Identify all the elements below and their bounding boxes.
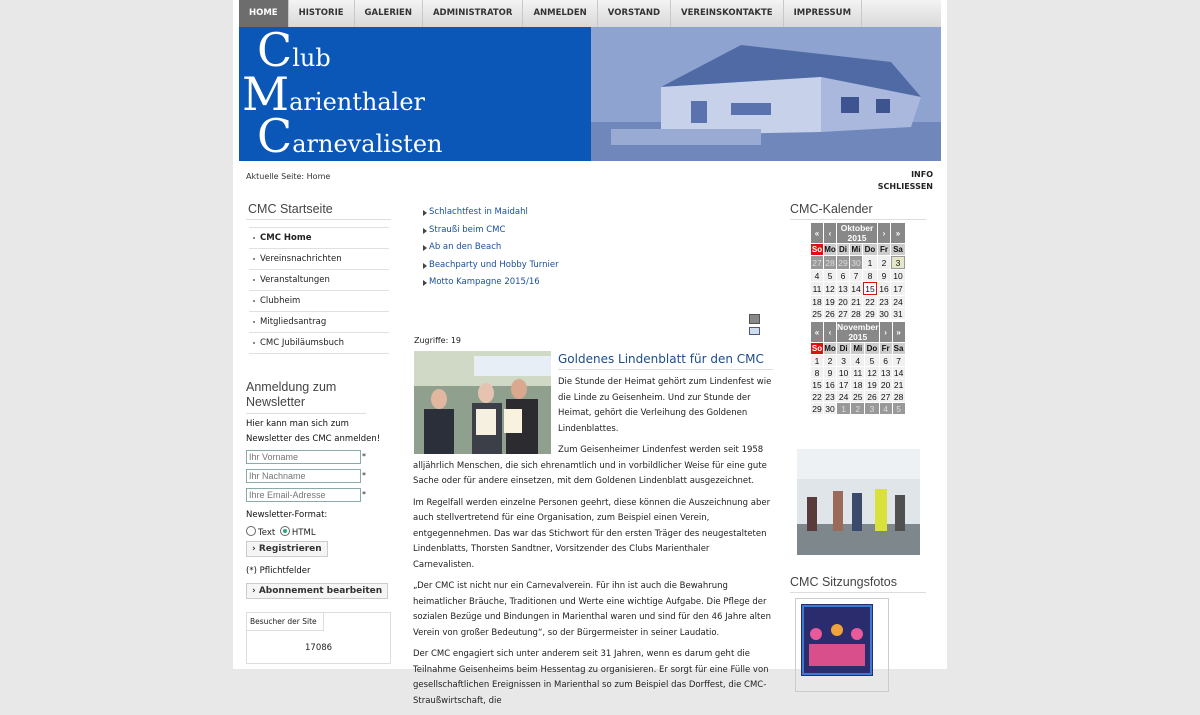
close-link[interactable]: SCHLIESSEN bbox=[877, 182, 933, 191]
dow-label: Sa bbox=[893, 344, 904, 353]
dow-label: Di bbox=[839, 245, 847, 254]
format-text-label: Text bbox=[258, 528, 276, 538]
dow-label: Di bbox=[837, 343, 850, 354]
calendar-day[interactable]: 8 bbox=[811, 367, 823, 378]
calendar-day[interactable]: 19 bbox=[825, 296, 835, 307]
format-text-radio[interactable] bbox=[246, 526, 256, 536]
calendar-day[interactable]: 16 bbox=[879, 283, 889, 294]
news-link[interactable]: Straußi beim CMC bbox=[413, 222, 773, 240]
register-button[interactable]: › Registrieren bbox=[246, 541, 328, 557]
calendar-day[interactable]: 2 bbox=[878, 256, 890, 269]
clubhouse-photo bbox=[591, 27, 941, 161]
dow-label: Mi bbox=[851, 245, 861, 254]
calendar-day[interactable]: 28 bbox=[825, 257, 835, 268]
format-label: Newsletter-Format: bbox=[246, 510, 328, 520]
dow-label: So bbox=[811, 245, 823, 254]
calendar-day[interactable]: 14 bbox=[893, 367, 904, 378]
dow-label: Mo bbox=[824, 344, 836, 353]
calendar-day[interactable]: 12 bbox=[825, 283, 835, 294]
breadcrumb: Aktuelle Seite: Home bbox=[246, 172, 331, 181]
calendar-day[interactable]: 1 bbox=[837, 403, 850, 414]
dow-label: Mo bbox=[824, 245, 836, 254]
article-paragraph: Die Stunde der Heimat gehört zum Lindenfest wie die Linde zu Geisenheim. Und zur Stunde der Heimat, gehört die Verleihung des Goldenen Lindenblattes. bbox=[558, 377, 772, 434]
calendar-title: CMC-Kalender bbox=[790, 202, 926, 220]
calendar-day[interactable]: 2 bbox=[824, 355, 836, 366]
calendar-day[interactable]: 14 bbox=[851, 283, 861, 294]
visitor-count: 17086 bbox=[305, 643, 333, 653]
required-star: * bbox=[362, 490, 366, 499]
nav-impressum[interactable]: IMPRESSUM bbox=[784, 0, 862, 27]
next-year-button[interactable]: » bbox=[893, 322, 905, 342]
calendar-day[interactable]: 1 bbox=[863, 256, 877, 269]
header-banner bbox=[239, 23, 941, 163]
menu-item-vereinsnachrichten[interactable]: Vereinsnachrichten bbox=[249, 249, 389, 270]
calendar-day[interactable]: 26 bbox=[825, 308, 835, 319]
calendar-day[interactable]: 27 bbox=[880, 391, 891, 402]
format-html-radio[interactable] bbox=[280, 526, 290, 536]
calendar-day[interactable]: 26 bbox=[867, 391, 877, 402]
calendar-day[interactable]: 24 bbox=[891, 296, 905, 307]
news-link[interactable]: Ab an den Beach bbox=[413, 239, 773, 257]
calendar-day[interactable]: 28 bbox=[893, 391, 904, 402]
main-nav bbox=[239, 0, 941, 28]
calendar-november bbox=[810, 321, 906, 415]
calendar-day[interactable]: 8 bbox=[863, 270, 877, 281]
calendar-day[interactable]: 29 bbox=[838, 257, 848, 268]
required-star: * bbox=[362, 452, 366, 461]
visitor-counter bbox=[246, 612, 391, 664]
calendar-day[interactable]: 12 bbox=[867, 367, 877, 378]
calendar-day[interactable]: 20 bbox=[880, 379, 891, 390]
menu-item-mitgliedsantrag[interactable]: Mitgliedsantrag bbox=[249, 312, 389, 333]
lastname-input[interactable] bbox=[246, 469, 361, 483]
calendar-day[interactable]: 30 bbox=[879, 308, 889, 319]
required-star: * bbox=[362, 471, 366, 480]
calendar-day[interactable]: 13 bbox=[880, 367, 891, 378]
calendar-day[interactable]: 3 bbox=[891, 256, 905, 269]
calendar-day[interactable]: 4 bbox=[851, 355, 864, 366]
prev-year-button[interactable]: « bbox=[811, 322, 823, 342]
info-box bbox=[878, 169, 933, 193]
email-input[interactable] bbox=[246, 488, 361, 502]
menu-title: CMC Startseite bbox=[246, 202, 391, 220]
calendar-day[interactable]: 17 bbox=[838, 379, 849, 390]
calendar-day[interactable]: 23 bbox=[879, 296, 889, 307]
article-title: Goldenes Lindenblatt für den CMC bbox=[558, 351, 773, 370]
next-year-button[interactable]: » bbox=[891, 223, 905, 243]
nav-historie[interactable]: HISTORIE bbox=[289, 0, 355, 27]
calendar-day[interactable]: 22 bbox=[863, 296, 877, 307]
calendar-day[interactable]: 4 bbox=[811, 270, 823, 281]
news-link[interactable]: Motto Kampagne 2015/16 bbox=[413, 274, 773, 292]
calendar-day[interactable]: 15 bbox=[812, 379, 822, 390]
calendar-day[interactable]: 22 bbox=[812, 391, 822, 402]
club-logo: Club Marienthaler Carnevalisten bbox=[242, 23, 443, 163]
calendar-day[interactable]: 6 bbox=[837, 270, 849, 281]
calendar-day[interactable]: 6 bbox=[880, 355, 892, 366]
next-month-button[interactable]: › bbox=[880, 322, 892, 342]
calendar-day[interactable]: 2 bbox=[851, 403, 864, 414]
calendar-day[interactable]: 5 bbox=[865, 355, 878, 366]
hits-count: Zugriffe: 19 bbox=[414, 336, 461, 345]
calendar-day[interactable]: 27 bbox=[838, 308, 848, 319]
calendar-day[interactable]: 13 bbox=[838, 283, 848, 294]
calendar-day[interactable]: 18 bbox=[812, 296, 822, 307]
calendar-day[interactable]: 21 bbox=[851, 296, 861, 307]
calendar-day[interactable]: 15 bbox=[863, 282, 877, 295]
dow-label: Do bbox=[866, 344, 878, 353]
calendar-day[interactable]: 9 bbox=[824, 367, 836, 378]
left-column bbox=[246, 202, 391, 664]
dow-label: Do bbox=[864, 245, 876, 254]
article-image bbox=[414, 351, 551, 454]
month-label: November 2015 bbox=[837, 322, 879, 342]
sitzungsfoto-thumbnail[interactable] bbox=[795, 598, 889, 692]
nav-vereinskontakte[interactable]: VEREINSKONTAKTE bbox=[671, 0, 784, 27]
nav-vorstand[interactable]: VORSTAND bbox=[598, 0, 671, 27]
calendar-day[interactable]: 16 bbox=[825, 379, 835, 390]
visitor-label: Besucher der Site bbox=[247, 613, 324, 631]
info-link[interactable]: INFO bbox=[911, 170, 933, 179]
calendar-day[interactable]: 5 bbox=[893, 403, 905, 414]
nav-home[interactable]: HOME bbox=[239, 0, 289, 27]
article-paragraph: „Der CMC ist nicht nur ein Carnevalverein. Für ihn ist auch die Bewahrung heimatlicher Bräuche, Traditionen und Werte eine wichtige Aufgabe. Die Pflege der sozialen Bezüge und Bindungen in Marienthal waren und sind für den 46 Jahre alten Verein von großer Bedeutung“, so der Bürgermeister in seiner Laudatio. bbox=[413, 581, 771, 638]
calendar-day[interactable]: 29 bbox=[812, 403, 822, 414]
calendar-day[interactable]: 5 bbox=[824, 270, 836, 281]
calendar-day[interactable]: 19 bbox=[867, 379, 877, 390]
month-label: Oktober 2015 bbox=[837, 223, 877, 243]
nav-anmelden[interactable]: ANMELDEN bbox=[523, 0, 597, 27]
email-icon[interactable] bbox=[749, 327, 760, 335]
calendar-day[interactable]: 27 bbox=[812, 257, 822, 268]
calendar-day[interactable]: 30 bbox=[825, 403, 835, 414]
print-icon[interactable] bbox=[749, 314, 760, 324]
news-link[interactable]: Beachparty und Hobby Turnier bbox=[413, 257, 773, 275]
firstname-input[interactable] bbox=[246, 450, 361, 464]
calendar-day[interactable]: 4 bbox=[880, 403, 892, 414]
calendar-day[interactable]: 24 bbox=[838, 391, 849, 402]
article-paragraph: Im Regelfall werden einzelne Personen geehrt, diese können die Auszeichnung aber auch stellvertretend für eine Organisation, zum Beispiel einen Verein, entgegennehmen. Das war das Stichwort für den ersten Träger des neugestalteten Lindenblatts, Thorsten Sandtner, Vorsitzender des Clubs Marienthaler Carnevalisten. bbox=[413, 497, 771, 570]
calendar-day[interactable]: 11 bbox=[812, 283, 822, 294]
prev-month-button[interactable]: ‹ bbox=[824, 223, 836, 243]
nav-administrator[interactable]: ADMINISTRATOR bbox=[423, 0, 523, 27]
calendar-day[interactable]: 25 bbox=[812, 308, 822, 319]
menu-item-jubilaeumsbuch[interactable]: CMC Jubiläumsbuch bbox=[249, 333, 389, 354]
calendar-day[interactable]: 30 bbox=[851, 257, 861, 268]
calendar-day[interactable]: 3 bbox=[837, 355, 850, 366]
calendar-day[interactable]: 3 bbox=[865, 403, 878, 414]
required-note: (*) Pflichtfelder bbox=[246, 566, 311, 576]
calendar-day[interactable]: 11 bbox=[851, 367, 864, 378]
calendar-day[interactable]: 7 bbox=[850, 270, 862, 281]
calendar-day[interactable]: 7 bbox=[893, 355, 905, 366]
calendar-day[interactable]: 31 bbox=[891, 308, 905, 319]
menu-item-veranstaltungen[interactable]: Veranstaltungen bbox=[249, 270, 389, 291]
menu-item-clubheim[interactable]: Clubheim bbox=[249, 291, 389, 312]
calendar-day[interactable]: 28 bbox=[851, 308, 861, 319]
article-paragraph: Zum Geisenheimer Lindenfest werden seit 1958 alljährlich Menschen, die sich ehrenamtlich und in vorbildlicher Weise für eine gute Sache oder für andere einsetzen, mit dem Goldenen Lindenblatt ausgezeichnet. bbox=[413, 445, 767, 486]
article bbox=[413, 351, 773, 715]
nav-galerien[interactable]: GALERIEN bbox=[355, 0, 423, 27]
edit-subscription-button[interactable]: › Abonnement bearbeiten bbox=[246, 583, 388, 599]
prev-year-button[interactable]: « bbox=[811, 223, 823, 243]
calendar-october bbox=[810, 222, 906, 320]
newsletter-intro: Hier kann man sich zum Newsletter des CMC anmelden! bbox=[246, 419, 381, 444]
format-html-label: HTML bbox=[291, 528, 316, 538]
calendar-day[interactable]: 1 bbox=[811, 355, 823, 366]
calendar-day[interactable]: 21 bbox=[893, 379, 904, 390]
calendar-day[interactable]: 20 bbox=[838, 296, 848, 307]
main-content bbox=[413, 204, 773, 706]
prev-month-button[interactable]: ‹ bbox=[824, 322, 836, 342]
newsletter-title: Anmeldung zum Newsletter bbox=[246, 380, 366, 414]
article-paragraph: Der CMC engagiert sich unter anderem seit 31 Jahren, wenn es darum geht die Teilnahme Geisenheims beim Hessentag zu organisieren. Er sorgt für eine Fülle von gesellschaftlichen Ereignissen in Marienthal so zum Beispiel das Dorffest, die CMC-Straußwirtschaft, die bbox=[413, 649, 769, 706]
sitzungsfotos-title: CMC Sitzungsfotos bbox=[790, 575, 926, 593]
calendar-day[interactable]: 10 bbox=[891, 270, 905, 281]
calendar-day[interactable]: 25 bbox=[853, 391, 863, 402]
calendar-day[interactable]: 17 bbox=[891, 282, 905, 295]
page bbox=[233, 0, 947, 706]
calendar-day[interactable]: 23 bbox=[825, 391, 835, 402]
event-photo[interactable] bbox=[797, 449, 920, 555]
dow-label: So bbox=[811, 344, 823, 353]
right-column bbox=[790, 202, 928, 692]
calendar-day[interactable]: 10 bbox=[838, 367, 849, 378]
news-link[interactable]: Schlachtfest in Maidahl bbox=[413, 204, 773, 222]
dow-label: Sa bbox=[891, 244, 905, 255]
menu-item-cmc-home[interactable]: CMC Home bbox=[249, 228, 389, 249]
calendar-day[interactable]: 18 bbox=[853, 379, 863, 390]
calendar-day[interactable]: 29 bbox=[863, 308, 877, 319]
dow-label: Fr bbox=[881, 344, 890, 353]
dow-label: Mi bbox=[851, 343, 864, 354]
next-month-button[interactable]: › bbox=[878, 223, 890, 243]
calendar-day[interactable]: 9 bbox=[878, 270, 890, 281]
dow-label: Fr bbox=[880, 245, 888, 254]
